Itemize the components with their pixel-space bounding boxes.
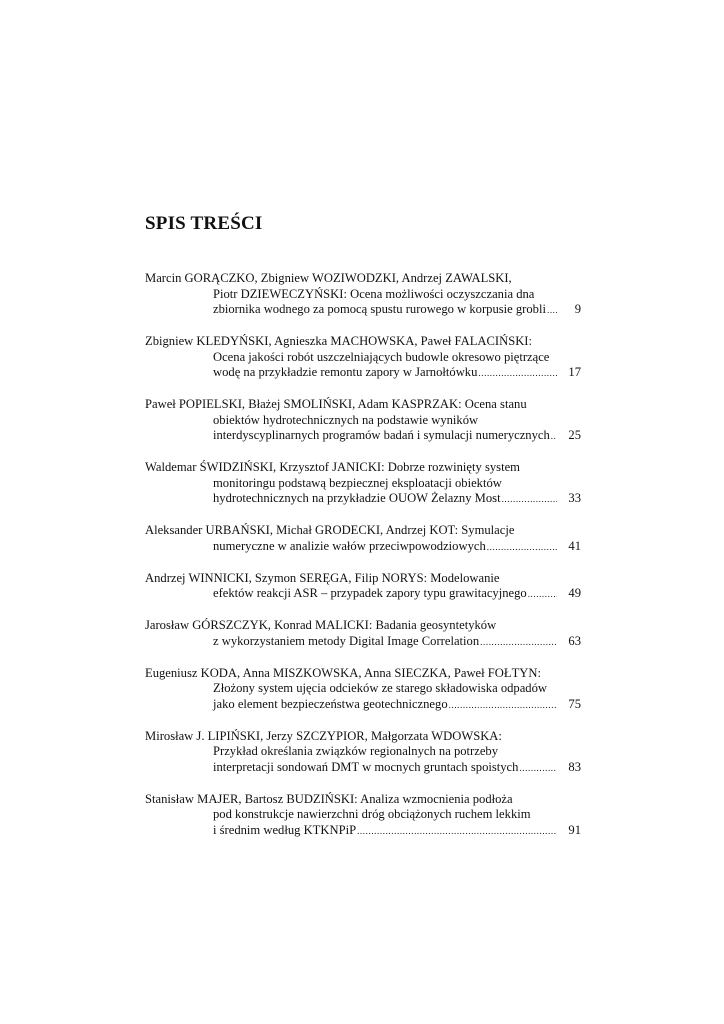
- toc-page-number: 63: [568, 633, 581, 648]
- toc-entry-title-line: hydrotechnicznych na przykładzie OUOW Żelazny Most: [213, 491, 501, 505]
- dot-leader: [449, 698, 557, 714]
- toc-entry-last-line: [145, 491, 581, 508]
- toc-entry-title-line: jako element bezpieczeństwa geotechnicznego: [213, 696, 448, 711]
- toc-entry[interactable]: [145, 334, 581, 382]
- toc-entry-last-line: [145, 760, 581, 777]
- toc-entry-last-line: [145, 428, 581, 445]
- toc-entry-title-line: Piotr DZIEWECZYŃSKI: Ocena możliwości oczyszczania dna: [213, 286, 535, 301]
- toc-page-number: 91: [568, 822, 581, 837]
- toc-entry-title-line: Przykład określania związków regionalnych na potrzeby: [213, 744, 499, 758]
- dot-leader: [478, 366, 557, 382]
- toc-entry-last-line: [145, 586, 581, 603]
- toc-entry-last-line: [145, 539, 581, 556]
- toc-page-number: 9: [574, 302, 581, 316]
- dot-leader: [357, 824, 557, 840]
- toc-entry[interactable]: [145, 729, 581, 777]
- page-title: SPIS TREŚCI: [145, 213, 263, 234]
- toc-entry-last-line: [145, 697, 581, 714]
- toc-entry-title-line: interpretacji sondowań DMT w mocnych gruntach spoistych: [213, 759, 519, 774]
- toc-entry-authors: Jarosław GÓRSZCZYK, Konrad MALICKI: Badania geosyntetyków: [145, 618, 497, 632]
- table-of-contents: [145, 271, 581, 855]
- toc-entry-title-line: obiektów hydrotechnicznych na podstawie wyników: [213, 412, 479, 427]
- toc-entry[interactable]: [145, 792, 581, 840]
- toc-entry-title-line: z wykorzystaniem metody Digital Image Correlation: [213, 633, 480, 648]
- toc-entry[interactable]: [145, 571, 581, 603]
- toc-entry-last-line: [145, 823, 581, 840]
- toc-page-number: 49: [568, 586, 581, 600]
- toc-entry-authors: Paweł POPIELSKI, Błażej SMOLIŃSKI, Adam KASPRZAK: Ocena stanu: [145, 397, 527, 411]
- dot-leader: [547, 303, 557, 319]
- toc-entry[interactable]: [145, 523, 581, 555]
- toc-entry-authors: Mirosław J. LIPIŃSKI, Jerzy SZCZYPIOR, Małgorzata WDOWSKA:: [145, 728, 502, 743]
- toc-entry-authors: Waldemar ŚWIDZIŃSKI, Krzysztof JANICKI: Dobrze rozwinięty system: [145, 460, 520, 474]
- toc-page-number: 33: [568, 491, 581, 505]
- toc-entry-authors: Andrzej WINNICKI, Szymon SERĘGA, Filip NORYS: Modelowanie: [145, 570, 500, 585]
- toc-entry-title-line: Złożony system ujęcia odcieków ze starego składowiska odpadów: [213, 681, 547, 695]
- dot-leader: [487, 540, 557, 556]
- toc-entry-title-line: wodę na przykładzie remontu zapory w Jarnołtówku: [213, 365, 478, 379]
- toc-entry-title-line: numeryczne w analizie wałów przeciwpowodziowych: [213, 538, 486, 553]
- toc-entry-last-line: [145, 634, 581, 651]
- dot-leader: [480, 635, 557, 651]
- toc-entry[interactable]: [145, 397, 581, 445]
- toc-entry-authors: Eugeniusz KODA, Anna MISZKOWSKA, Anna SIECZKA, Paweł FOŁTYN:: [145, 665, 541, 680]
- toc-entry-title-line: pod konstrukcje nawierzchni dróg obciążonych ruchem lekkim: [213, 807, 531, 821]
- toc-page-number: 25: [568, 428, 581, 442]
- dot-leader: [528, 587, 557, 603]
- dot-leader: [519, 761, 557, 777]
- toc-page-number: 17: [568, 365, 581, 379]
- dot-leader: [502, 492, 557, 508]
- toc-entry-authors: Zbigniew KLEDYŃSKI, Agnieszka MACHOWSKA, Paweł FALACIŃSKI:: [145, 334, 532, 348]
- toc-entry-authors: Marcin GORĄCZKO, Zbigniew WOZIWODZKI, Andrzej ZAWALSKI,: [145, 271, 512, 285]
- toc-entry-authors: Stanisław MAJER, Bartosz BUDZIŃSKI: Analiza wzmocnienia podłoża: [145, 791, 513, 806]
- toc-page-number: 41: [568, 538, 581, 553]
- toc-entry[interactable]: [145, 618, 581, 650]
- toc-entry-title-line: interdyscyplinarnych programów badań i symulacji numerycznych: [213, 428, 550, 442]
- toc-entry-title-line: efektów reakcji ASR – przypadek zapory typu grawitacyjnego: [213, 586, 527, 600]
- toc-entry[interactable]: [145, 271, 581, 319]
- toc-entry-title-line: Ocena jakości robót uszczelniających budowle okresowo piętrzące: [213, 349, 550, 364]
- toc-entry-title-line: i średnim według KTKNPiP: [213, 822, 357, 837]
- toc-page-number: 75: [568, 696, 581, 711]
- toc-page-number: 83: [568, 759, 581, 774]
- toc-entry-last-line: [145, 365, 581, 382]
- toc-entry-title-line: zbiornika wodnego za pomocą spustu rurowego w korpusie grobli: [213, 302, 546, 316]
- toc-entry-last-line: [145, 302, 581, 319]
- toc-entry-title-line: monitoringu podstawą bezpiecznej eksploatacji obiektów: [213, 475, 502, 490]
- toc-entry[interactable]: [145, 666, 581, 714]
- toc-entry[interactable]: [145, 460, 581, 508]
- toc-entry-authors: Aleksander URBAŃSKI, Michał GRODECKI, Andrzej KOT: Symulacje: [145, 523, 515, 537]
